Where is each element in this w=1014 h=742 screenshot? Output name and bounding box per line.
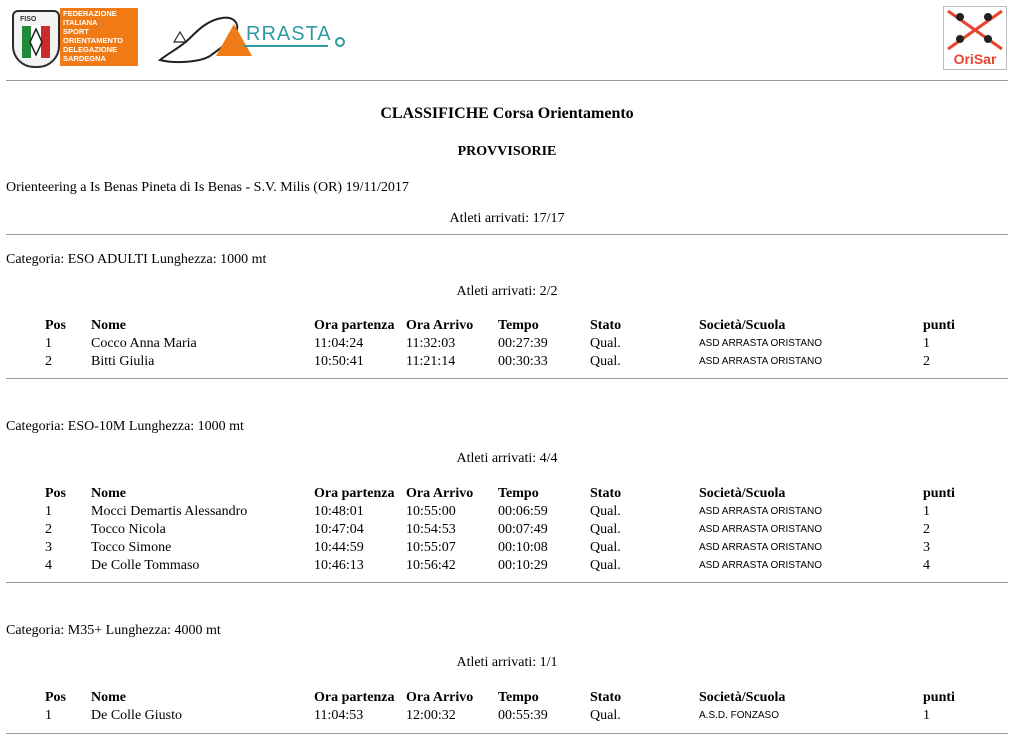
table-row (0, 504, 1014, 522)
cell-club: ASD ARRASTA ORISTANO (699, 356, 822, 367)
cell-time: 00:06:59 (498, 504, 548, 519)
fiso-text-block (60, 8, 138, 66)
col-arrival: Ora Arrivo (406, 690, 474, 705)
cell-club: A.S.D. FONZASO (699, 710, 780, 721)
cell-pos: 4 (45, 558, 52, 573)
orisar-wordmark: OriSar (953, 51, 997, 67)
orisar-logo (943, 6, 1007, 70)
table-row (0, 354, 1014, 372)
cell-pos: 2 (45, 522, 52, 537)
cell-points: 4 (923, 558, 930, 573)
fiso-shield-icon (12, 10, 60, 68)
fiso-line: ITALIANA (63, 18, 98, 27)
table-row (0, 708, 1014, 726)
col-name: Nome (91, 690, 126, 705)
cell-club: ASD ARRASTA ORISTANO (699, 506, 822, 517)
col-points: punti (923, 690, 955, 705)
cell-club: ASD ARRASTA ORISTANO (699, 524, 822, 535)
fiso-line: DELEGAZIONE (63, 45, 118, 54)
italian-flag-icon (22, 26, 50, 58)
cell-points: 1 (923, 708, 930, 723)
cell-name: Tocco Nicola (91, 522, 166, 537)
cell-arrival: 10:55:07 (406, 540, 456, 555)
cell-points: 2 (923, 354, 930, 369)
cell-pos: 3 (45, 540, 52, 555)
col-pos: Pos (45, 318, 66, 333)
arrasta-wordmark: RRASTA (246, 23, 332, 45)
category-label: Categoria: ESO ADULTI Lunghezza: 1000 mt (6, 252, 267, 267)
table-row (0, 336, 1014, 354)
category-divider (6, 733, 1008, 734)
cell-time: 00:30:33 (498, 354, 548, 369)
cell-points: 1 (923, 336, 930, 351)
cell-points: 1 (923, 504, 930, 519)
category-label: Categoria: ESO-10M Lunghezza: 1000 mt (6, 419, 244, 434)
cell-name: De Colle Tommaso (91, 558, 200, 573)
page-subtitle: PROVVISORIE (457, 144, 557, 159)
cell-start: 11:04:53 (314, 708, 364, 723)
cell-arrival: 10:55:00 (406, 504, 456, 519)
col-points: punti (923, 318, 955, 333)
category-divider (6, 582, 1008, 583)
col-name: Nome (91, 318, 126, 333)
table-row (0, 540, 1014, 558)
col-status: Stato (590, 486, 622, 501)
col-club: Società/Scuola (699, 318, 786, 333)
category-label: Categoria: M35+ Lunghezza: 4000 mt (6, 623, 221, 638)
fiso-tag: FISO (20, 16, 37, 23)
cell-points: 2 (923, 522, 930, 537)
fiso-line: SARDEGNA (63, 54, 106, 63)
col-name: Nome (91, 486, 126, 501)
cell-status: Qual. (590, 354, 621, 369)
cell-status: Qual. (590, 504, 621, 519)
col-time: Tempo (498, 318, 539, 333)
cell-arrival: 10:54:53 (406, 522, 456, 537)
cell-start: 10:44:59 (314, 540, 364, 555)
cell-pos: 1 (45, 708, 52, 723)
cell-status: Qual. (590, 336, 621, 351)
col-arrival: Ora Arrivo (406, 486, 474, 501)
cell-start: 10:50:41 (314, 354, 364, 369)
cell-name: Tocco Simone (91, 540, 172, 555)
fiso-line: SPORT (63, 27, 89, 36)
cell-name: De Colle Giusto (91, 708, 182, 723)
cell-name: Cocco Anna Maria (91, 336, 197, 351)
cell-arrival: 12:00:32 (406, 708, 456, 723)
fiso-line: ORIENTAMENTO (63, 36, 124, 45)
col-status: Stato (590, 690, 622, 705)
cell-pos: 2 (45, 354, 52, 369)
cell-club: ASD ARRASTA ORISTANO (699, 542, 822, 553)
table-header (0, 318, 1014, 336)
cell-pos: 1 (45, 504, 52, 519)
cell-club: ASD ARRASTA ORISTANO (699, 560, 822, 571)
sardinia-flag-icon (944, 7, 1006, 51)
arrasta-map-icon (156, 12, 350, 64)
cell-points: 3 (923, 540, 930, 555)
cell-name: Bitti Giulia (91, 354, 155, 369)
cell-time: 00:55:39 (498, 708, 548, 723)
col-start: Ora partenza (314, 318, 395, 333)
col-time: Tempo (498, 486, 539, 501)
col-status: Stato (590, 318, 622, 333)
col-club: Società/Scuola (699, 486, 786, 501)
cell-status: Qual. (590, 708, 621, 723)
category-divider (6, 378, 1008, 379)
category-arrived: Atleti arrivati: 4/4 (456, 451, 558, 466)
cell-club: ASD ARRASTA ORISTANO (699, 338, 822, 349)
table-row (0, 558, 1014, 576)
header-divider (6, 80, 1008, 81)
cell-status: Qual. (590, 558, 621, 573)
cell-status: Qual. (590, 522, 621, 537)
fiso-logo (12, 8, 140, 66)
table-header (0, 486, 1014, 504)
arrived-total: Atleti arrivati: 17/17 (449, 211, 565, 226)
page-title: CLASSIFICHE Corsa Orientamento (380, 105, 634, 122)
table-row (0, 522, 1014, 540)
cell-start: 11:04:24 (314, 336, 364, 351)
cell-time: 00:07:49 (498, 522, 548, 537)
cell-arrival: 11:32:03 (406, 336, 456, 351)
fiso-line: FEDERAZIONE (63, 9, 117, 18)
cell-time: 00:10:08 (498, 540, 548, 555)
event-info: Orienteering a Is Benas Pineta di Is Benas - S.V. Milis (OR) 19/11/2017 (6, 180, 409, 195)
cell-time: 00:27:39 (498, 336, 548, 351)
col-start: Ora partenza (314, 690, 395, 705)
cell-start: 10:47:04 (314, 522, 364, 537)
cell-pos: 1 (45, 336, 52, 351)
summary-divider (6, 234, 1008, 235)
cell-name: Mocci Demartis Alessandro (91, 504, 248, 519)
cell-arrival: 10:56:42 (406, 558, 456, 573)
col-points: punti (923, 486, 955, 501)
col-start: Ora partenza (314, 486, 395, 501)
col-pos: Pos (45, 690, 66, 705)
col-pos: Pos (45, 486, 66, 501)
cell-start: 10:46:13 (314, 558, 364, 573)
col-arrival: Ora Arrivo (406, 318, 474, 333)
cell-arrival: 11:21:14 (406, 354, 456, 369)
col-club: Società/Scuola (699, 690, 786, 705)
col-time: Tempo (498, 690, 539, 705)
cell-time: 00:10:29 (498, 558, 548, 573)
cell-status: Qual. (590, 540, 621, 555)
cell-start: 10:48:01 (314, 504, 364, 519)
arrasta-logo (156, 12, 350, 64)
table-header (0, 690, 1014, 708)
category-arrived: Atleti arrivati: 2/2 (456, 284, 558, 299)
category-arrived: Atleti arrivati: 1/1 (456, 655, 558, 670)
